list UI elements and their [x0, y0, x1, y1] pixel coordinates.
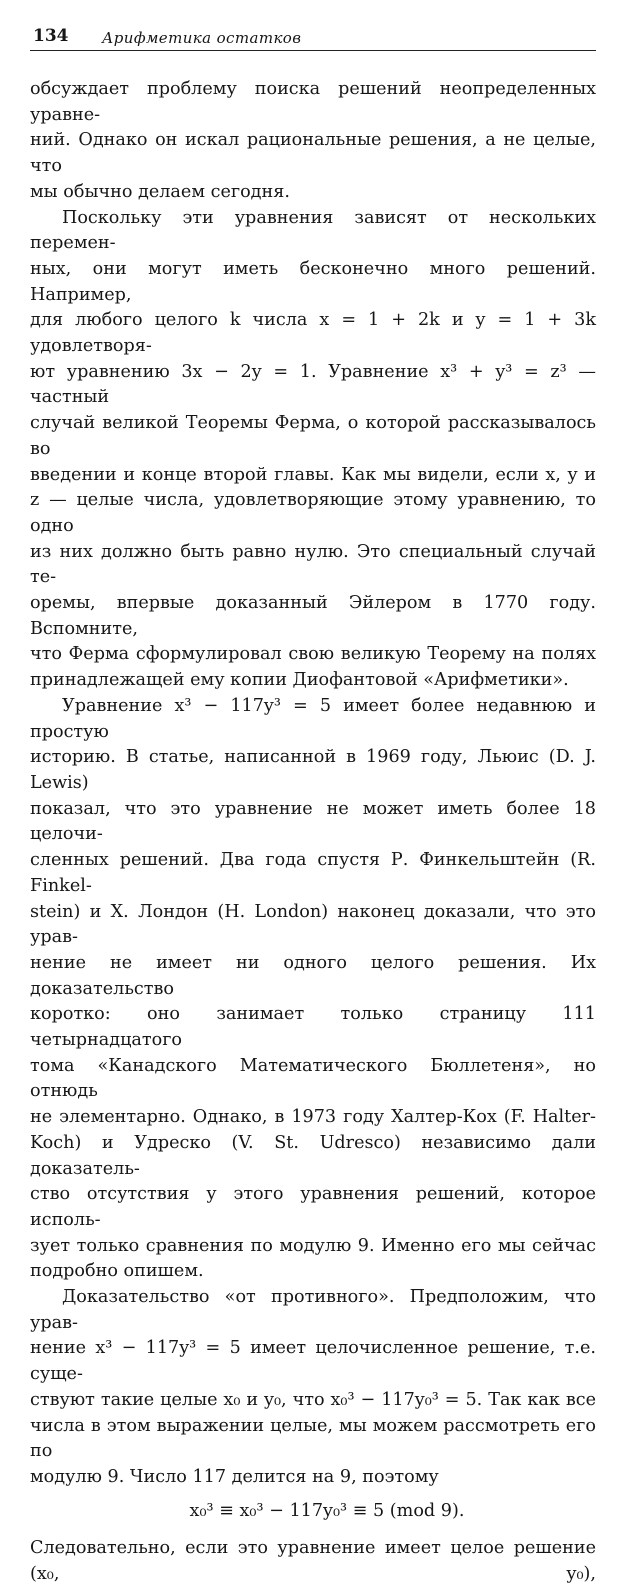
book-page: [30, 24, 596, 1588]
text-line: обсуждает проблему поиска решений неопределенных уравне-: [30, 79, 596, 125]
text-line: коротко: оно занимает только страницу 111 четырнадцатого: [30, 1004, 596, 1051]
text-line: stein) и Х. Лондон (H. London) наконец доказали, что это урав-: [30, 901, 596, 948]
text-line: мы обычно делаем сегодня.: [30, 181, 290, 202]
text-line: ний. Однако он искал рациональные решения, а не целые, что: [30, 130, 596, 177]
paragraph-4: [30, 1285, 596, 1491]
text-line: не элементарно. Однако, в 1973 году Халтер-Кох (F. Halter-: [30, 1107, 596, 1128]
text-line: ствуют такие целые x₀ и y₀, что x₀³ − 117y₀³ = 5. Так как все: [30, 1389, 596, 1410]
text-line: нение x³ − 117y³ = 5 имеет целочисленное решение, т.е. суще-: [30, 1338, 596, 1385]
text-line: принадлежащей ему копии Диофантовой «Арифметики».: [30, 670, 569, 691]
text-line: подробно опишем.: [30, 1261, 204, 1282]
text-line: Koch) и Удреско (V. St. Udresco) независимо дали доказатель-: [30, 1132, 596, 1179]
page-number: 134: [33, 26, 69, 46]
text-line: введении и конце второй главы. Как мы видели, если x, y и: [30, 464, 596, 485]
text-line: z — целые числа, удовлетворяющие этому уравнению, то одно: [30, 490, 596, 536]
paragraph-2: [30, 206, 596, 694]
text-line: ство отсутствия у этого уравнения решений, которое исполь-: [30, 1184, 596, 1230]
paragraph-3: [30, 694, 596, 1285]
display-formula: x₀³ ≡ x₀³ − 117y₀³ ≡ 5 (mod 9).: [189, 1500, 465, 1521]
running-title: Арифметика остатков: [102, 29, 302, 47]
text-line: Поскольку эти уравнения зависят от нескольких перемен-: [30, 207, 596, 254]
text-line: из них должно быть равно нулю. Это специальный случай те-: [30, 541, 596, 588]
text-line: показал, что это уравнение не может иметь более 18 целочи-: [30, 798, 596, 845]
text-line: модулю 9. Число 117 делится на 9, поэтому: [30, 1466, 439, 1487]
text-line: числа в этом выражении целые, мы можем рассмотреть его по: [30, 1415, 596, 1462]
text-line: случай великой Теоремы Ферма, о которой рассказывалось во: [30, 413, 596, 459]
text-line: для любого целого k числа x = 1 + 2k и y = 1 + 3k удовлетворя-: [30, 310, 596, 357]
text-line: ют уравнению 3x − 2y = 1. Уравнение x³ + y³ = z³ — частный: [30, 361, 596, 408]
text-line: ных, они могут иметь бесконечно много решений. Например,: [30, 258, 596, 305]
running-header: [30, 24, 596, 51]
text-line: зует только сравнения по модулю 9. Именно его мы сейчас: [30, 1235, 596, 1256]
paragraph-1: [30, 77, 596, 206]
text-line: оремы, впервые доказанный Эйлером в 1770 году. Вспомните,: [30, 593, 596, 639]
closing-line: Следовательно, если это уравнение имеет целое решение (x₀, y₀),: [30, 1538, 596, 1585]
text-line: тома «Канадского Математического Бюллетеня», но отнюдь: [30, 1055, 596, 1102]
text-line: историю. В статье, написанной в 1969 году, Льюис (D. J. Lewis): [30, 747, 596, 793]
text-line: нение не имеет ни одного целого решения. Их доказательство: [30, 952, 596, 999]
text-line: Уравнение x³ − 117y³ = 5 имеет более недавнюю и простую: [30, 695, 596, 742]
text-line: что Ферма сформулировал свою великую Теорему на полях: [30, 644, 596, 665]
text-line: Доказательство «от противного». Предположим, что урав-: [30, 1287, 596, 1333]
page-body: [30, 77, 596, 1588]
text-line: сленных решений. Два года спустя Р. Финкельштейн (R. Finkel-: [30, 850, 596, 896]
